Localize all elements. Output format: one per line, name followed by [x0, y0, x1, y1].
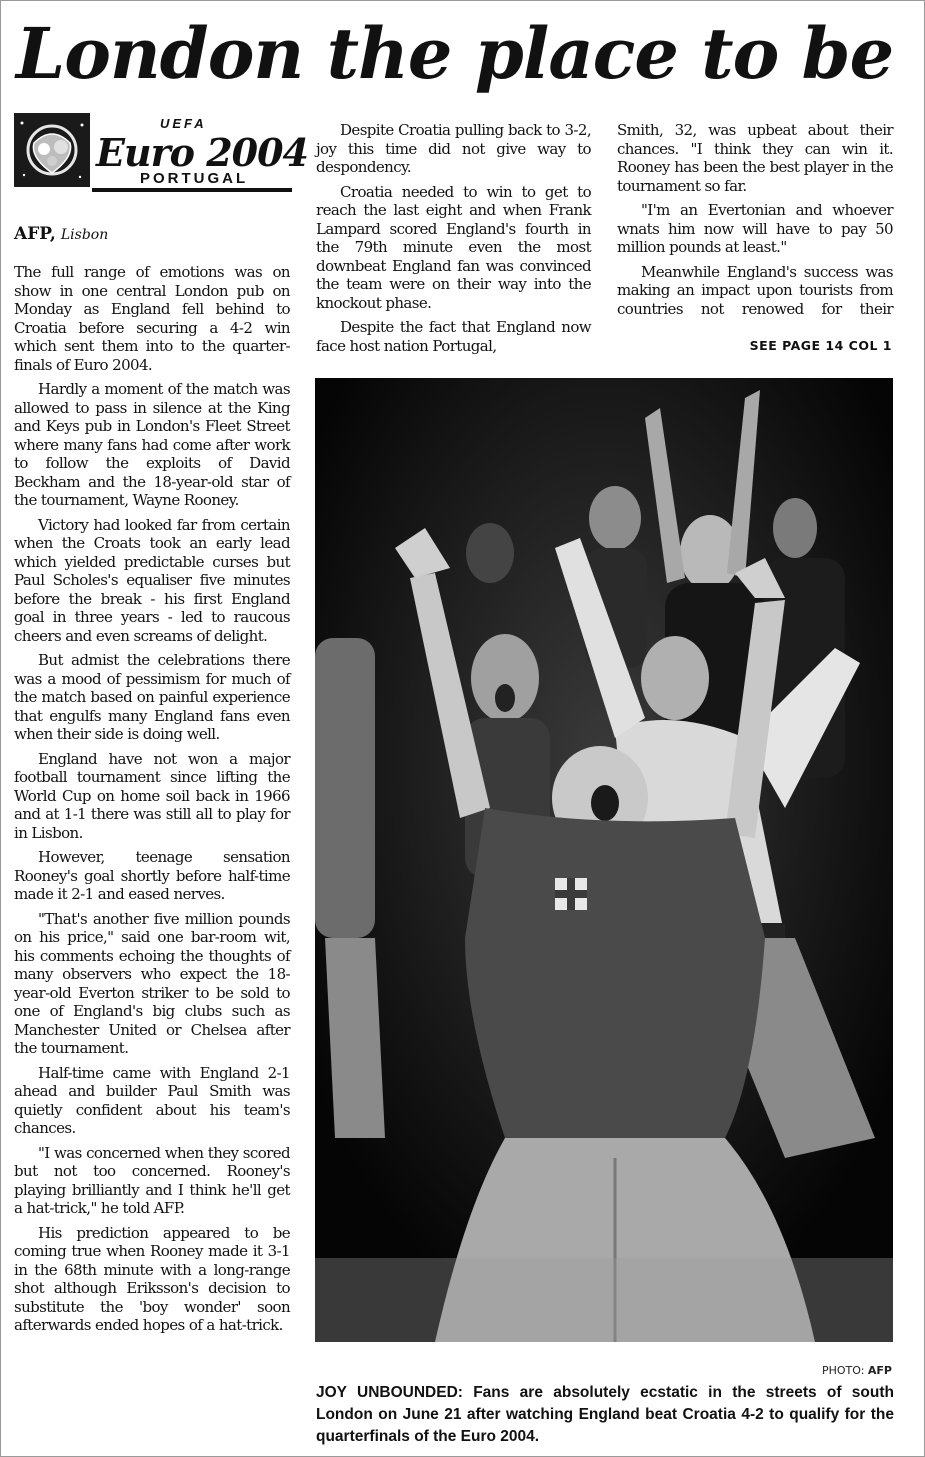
- paragraph: But admist the celebrations there was a mood of pessimism for much of the match based on painful experience that engulfs many England fans even when their side is doing well.: [14, 651, 290, 743]
- photo-credit-label: PHOTO:: [821, 1364, 865, 1377]
- photo-caption: JOY UNBOUNDED: Fans are absolutely ecstatic in the streets of south London on June 21 after watching England beat Croatia 4-2 to qualify for the quarterfinals of the Euro 2004.: [316, 1384, 894, 1445]
- article-column-1: [14, 263, 290, 1341]
- paragraph: Half-time came with England 2-1 ahead and builder Paul Smith was quietly confident about his team's chances.: [14, 1063, 290, 1137]
- paragraph: Hardly a moment of the match was allowed to pass in silence at the King and Keys pub in London's Fleet Street where many fans had come after work to follow the exploits of David Beckham and the 18-year-old star of the tournament, Wayne Rooney.: [14, 380, 290, 509]
- fans-celebration-photo: [315, 378, 893, 1342]
- paragraph: Victory had looked far from certain when the Croats took an early lead which yielded predictable curses but Paul Scholes's equaliser five minutes before the break - his first England goal in three years - led to raucous cheers and even screams of delight.: [14, 515, 290, 645]
- paragraph: "I'm an Evertonian and whoever wnats him now will have to pay 50 million pounds at least.": [617, 201, 893, 256]
- paragraph: Croatia needed to win to get to reach the last eight and when Frank Lampard scored England's fourth in the 79th minute even the most downbeat England fan was convinced the team were on their way into the knockout phase.: [316, 182, 591, 312]
- paragraph: Despite Croatia pulling back to 3-2, joy this time did not give way to despondency.: [316, 121, 591, 176]
- paragraph: Meanwhile England's success was making an impact upon tourists from countries not renowed for their: [617, 262, 893, 318]
- paragraph: However, teenage sensation Rooney's goal shortly before half-time made it 2-1 and eased nerves.: [14, 848, 290, 903]
- jump-line: SEE PAGE 14 COL 1: [749, 338, 892, 353]
- byline-location: Lisbon: [60, 227, 109, 243]
- paragraph: The full range of emotions was on show in one central London pub on Monday as England fell behind to Croatia before securing a 4-2 win which sent them into to the quarter-finals of Euro 2004.: [14, 263, 290, 374]
- article-column-3: [617, 121, 893, 324]
- byline: [14, 224, 108, 244]
- photo-credit: [700, 1364, 892, 1377]
- headline: London the place to be: [16, 12, 894, 95]
- logo-uefa-text: UEFA: [160, 116, 207, 131]
- photo-credit-source: AFP: [867, 1364, 892, 1377]
- paragraph: England have not won a major football tournament since lifting the World Cup on home soil back in 1966 and at 1-1 there was still all to play for in Lisbon.: [14, 749, 290, 842]
- paragraph: "I was concerned when they scored but not too concerned. Rooney's playing brilliantly and I think he'll get a hat-trick," he told AFP.: [14, 1143, 290, 1217]
- paragraph: Smith, 32, was upbeat about their chances. "I think they can win it. Rooney has been the best player in the tournament so far.: [617, 121, 893, 195]
- paragraph: Despite the fact that England now face host nation Portugal,: [316, 318, 591, 355]
- logo-euro-text: Euro 2004: [96, 130, 308, 175]
- logo-rule: [92, 188, 292, 192]
- article-column-2: [316, 121, 591, 361]
- paragraph: "That's another five million pounds on his price," said one bar-room wit, his comments echoing the thoughts of many observers who expect the 18-year-old Everton striker to be sold to one of England's big clubs such as Manchester United or Chelsea after the tournament.: [14, 909, 290, 1057]
- paragraph: His prediction appeared to be coming true when Rooney made it 3-1 in the 68th minute with a long-range shot although Eriksson's decision to substitute the 'boy wonder' soon afterwards ended hopes of a hat-trick.: [14, 1223, 290, 1334]
- byline-agency: AFP,: [14, 224, 56, 244]
- logo-country-text: PORTUGAL: [140, 170, 249, 187]
